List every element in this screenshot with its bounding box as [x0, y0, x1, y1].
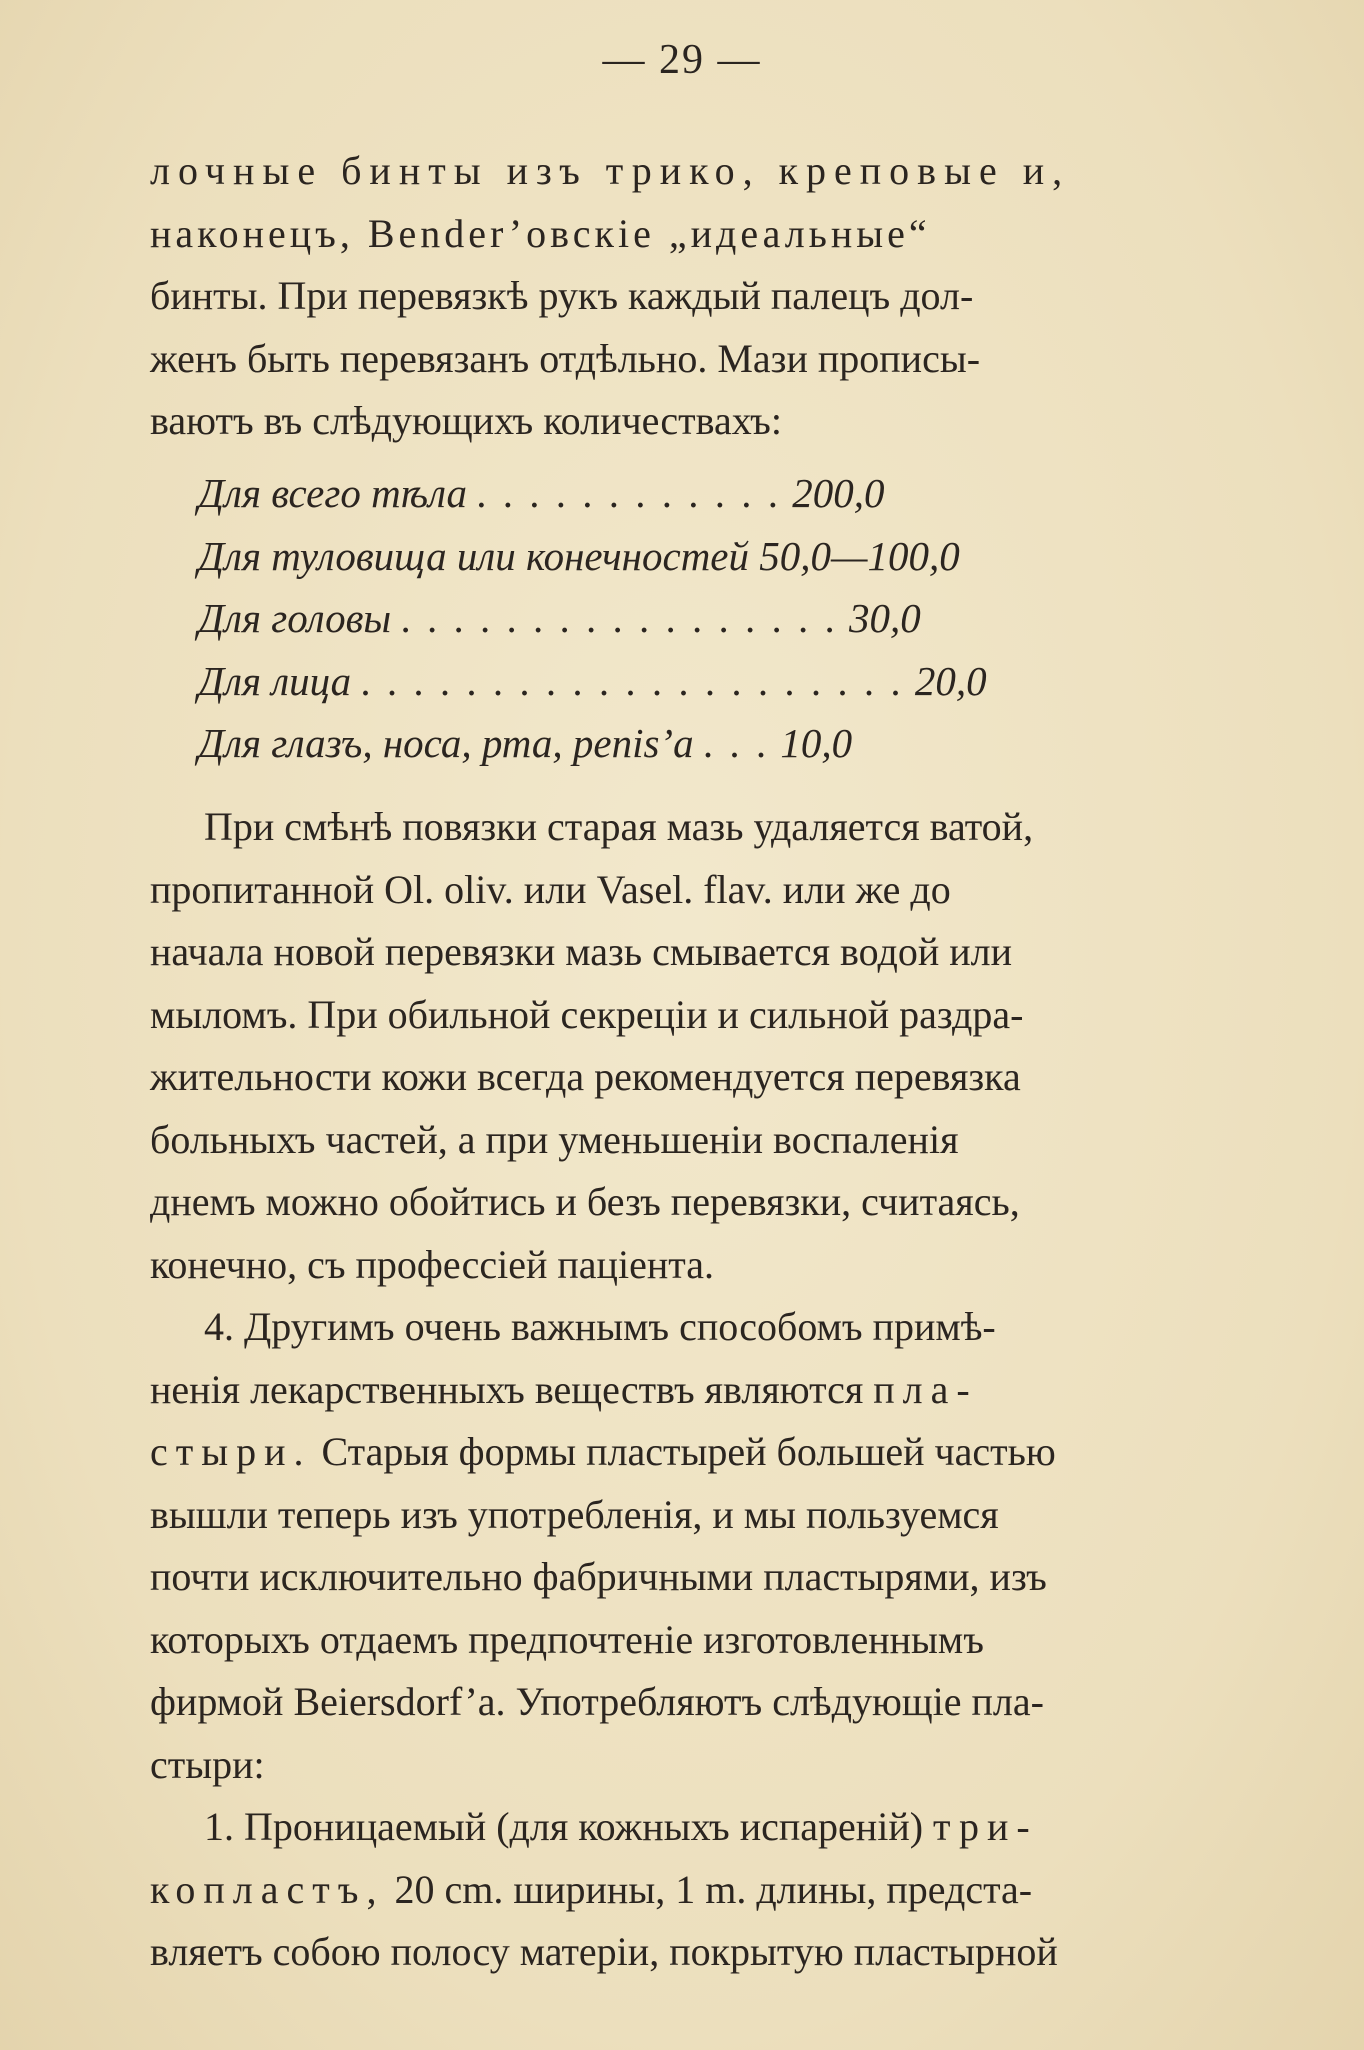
quantity-amount: 10,0 [780, 720, 853, 766]
ointment-quantities-list [198, 462, 1248, 775]
quantity-amount: 20,0 [914, 657, 987, 704]
text-line: При смѣнѣ повязки старая мазь удаляется ватой, [204, 804, 1034, 849]
text-line: почти исключительно фабричными пластырями, изъ [150, 1554, 1047, 1599]
text-line: копластъ, 20 cm. ширины, 1 m. длины, предста- [150, 1866, 1033, 1912]
quantity-row [198, 525, 1248, 588]
text-line: больныхъ частей, а при уменьшеніи воспаленія [150, 1116, 959, 1162]
quantity-label: Для всего тѣла [198, 470, 467, 516]
leader-dots: . . . . . . . . . . . . . . . . . . . . . [361, 657, 905, 704]
paragraph-trikoplast [150, 1796, 1250, 1984]
paragraph-plasters [150, 1296, 1250, 1796]
text-line: вышли теперь изъ употребленія, и мы пользуемся [150, 1491, 999, 1537]
text-line: начала новой перевязки мазь смывается водой или [150, 929, 1012, 974]
page-number: — 29 — [602, 37, 762, 83]
text-line: пропитанной Ol. oliv. или Vasel. flav. или же до [150, 866, 951, 912]
quantity-amount: 30,0 [848, 595, 921, 641]
text-line: бинты. При перевязкѣ рукъ каждый палецъ дол- [150, 273, 974, 318]
text-line: 1. Проницаемый (для кожныхъ испареній) три- [204, 1804, 1038, 1849]
text-line: которыхъ отдаемъ предпочтеніе изготовленнымъ [150, 1616, 984, 1662]
text-line: днемъ можно обойтись и безъ перевязки, считаясь, [150, 1179, 1020, 1224]
text-line: стыри: [150, 1741, 265, 1787]
quantity-row [198, 712, 1248, 775]
text-line: женъ быть перевязанъ отдѣльно. Мази прописы- [150, 335, 981, 381]
quantity-amount: 50,0—100,0 [759, 532, 960, 579]
quantity-label: Для головы [198, 595, 392, 641]
leader-dots: . . . . . . . . . . . . . . . . . [401, 595, 839, 641]
quantity-amount: 200,0 [792, 470, 885, 516]
text-line: наконецъ, Bender’овскіе „идеальные“ [150, 210, 931, 256]
text-line: конечно, съ профессіей паціента. [150, 1241, 714, 1287]
paragraph-dressing-change [150, 796, 1250, 1296]
text-line: ненія лекарственныхъ веществъ являются пла- [150, 1366, 978, 1412]
quantity-row [198, 462, 1248, 525]
leader-dots: . . . [703, 720, 771, 766]
text-line: вляетъ собою полосу матеріи, покрытую пластырной [150, 1929, 1058, 1974]
text-line: фирмой Beiersdorf’a. Употребляютъ слѣдующіе пла- [150, 1679, 1044, 1724]
quantity-label: Для глазъ, носа, рта, penis’a [198, 720, 694, 766]
quantity-row [198, 650, 1248, 713]
text-line: стыри. Старыя формы пластырей большей частью [150, 1429, 1056, 1474]
quantity-row [198, 587, 1248, 650]
paragraph-bandages [150, 140, 1250, 453]
quantity-label: Для лица [198, 657, 352, 704]
text-line: мыломъ. При обильной секреціи и сильной раздра- [150, 991, 1024, 1037]
text-line: ваютъ въ слѣдующихъ количествахъ: [150, 398, 782, 443]
text-line: 4. Другимъ очень важнымъ способомъ примѣ- [204, 1304, 996, 1349]
leader-dots: . . . . . . . . . . . . [477, 470, 782, 516]
text-line: жительности кожи всегда рекомендуется перевязка [150, 1054, 1021, 1099]
text-line: лочные бинты изъ трико, креповые и, [150, 148, 1071, 193]
quantity-label: Для туловища или конечностей [198, 532, 749, 579]
